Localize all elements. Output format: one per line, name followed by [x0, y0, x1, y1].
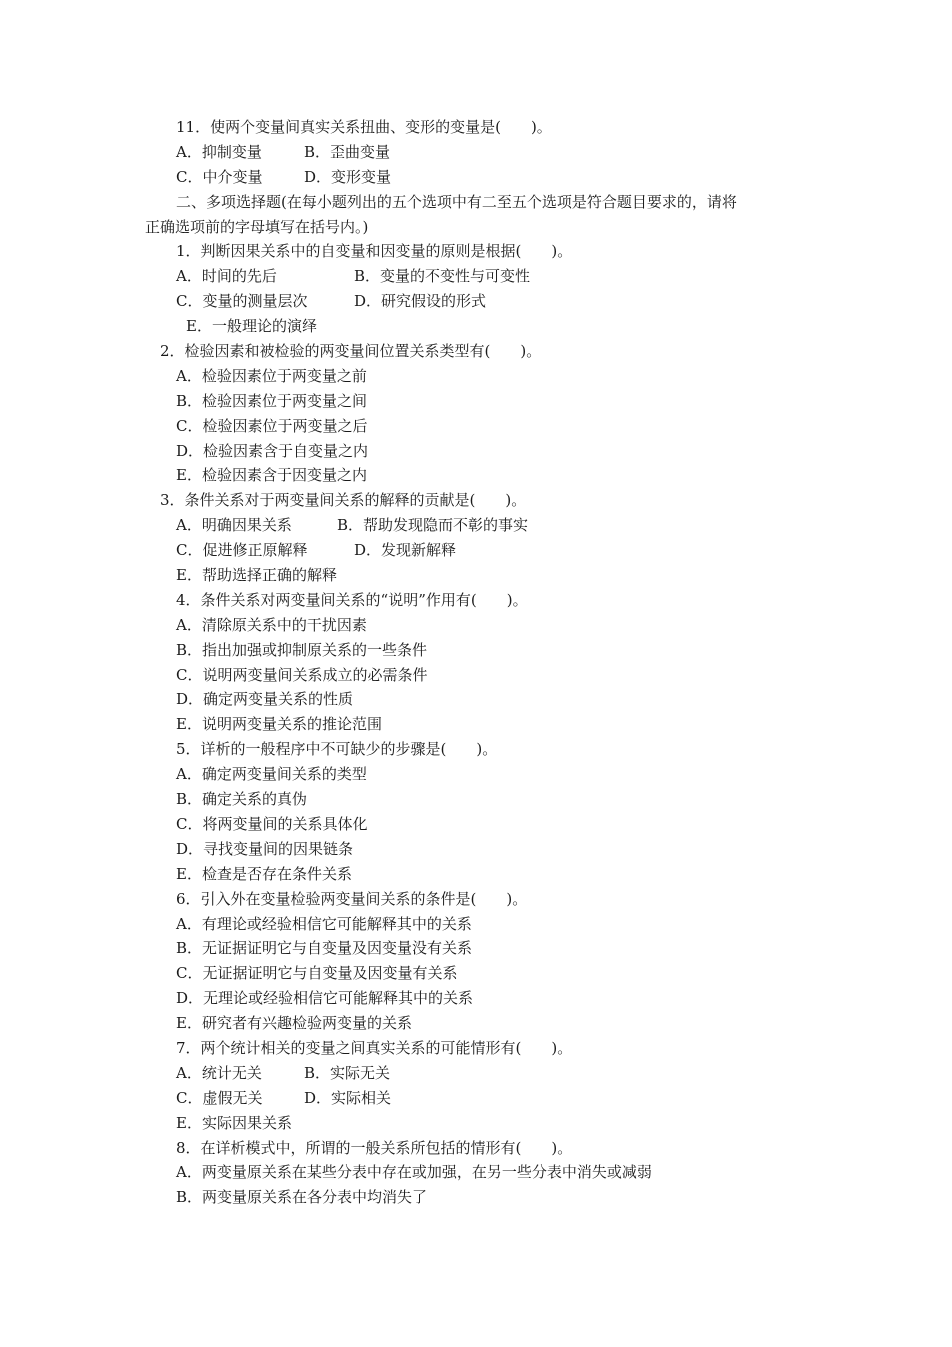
q6-option-c: C．无证据证明它与自变量及因变量有关系 [176, 964, 458, 983]
q6-option-b: B．无证据证明它与自变量及因变量没有关系 [176, 939, 473, 958]
question-7-options-ab [0, 1061, 952, 1086]
q6-option-e: E．研究者有兴趣检验两变量的关系 [176, 1014, 412, 1033]
q3-option-c: C．促进修正原解释 [176, 541, 308, 560]
section-2-heading: 二、多项选择题(在每小题列出的五个选项中有二至五个选项是符合题目要求的，请将 [176, 192, 737, 211]
q2-option-d: D．检验因素含于自变量之内 [176, 441, 369, 460]
q6-option-d: D．无理论或经验相信它可能解释其中的关系 [176, 989, 474, 1008]
q1-option-e: E．一般理论的演绎 [186, 317, 317, 336]
q11-option-a: A．抑制变量 [176, 142, 262, 161]
q5-option-c: C．将两变量间的关系具体化 [176, 814, 368, 833]
question-4-stem: 4．条件关系对两变量间关系的“说明”作用有( )。 [176, 590, 528, 609]
question-5-stem: 5．详析的一般程序中不可缺少的步骤是( )。 [176, 740, 498, 759]
question-3-options-ab [0, 513, 952, 538]
q1-option-d: D．研究假设的形式 [354, 292, 487, 311]
q4-option-c: C．说明两变量间关系成立的必需条件 [176, 665, 428, 684]
q1-option-a: A．时间的先后 [176, 267, 277, 286]
q4-option-d: D．确定两变量关系的性质 [176, 690, 354, 709]
question-1-stem: 1．判断因果关系中的自变量和因变量的原则是根据( )。 [176, 242, 573, 261]
document-page [0, 115, 952, 1210]
q3-option-d: D．发现新解释 [354, 541, 457, 560]
q5-option-e: E．检查是否存在条件关系 [176, 864, 352, 883]
q11-option-d: D．变形变量 [304, 167, 392, 186]
q7-option-d: D．实际相关 [304, 1088, 392, 1107]
question-11-options-ab [0, 140, 952, 165]
q7-option-a: A．统计无关 [176, 1063, 262, 1082]
q5-option-b: B．确定关系的真伪 [176, 790, 308, 809]
question-3-stem: 3．条件关系对于两变量间关系的解释的贡献是( )。 [160, 491, 527, 510]
q3-option-e: E．帮助选择正确的解释 [176, 566, 337, 585]
question-1-options-ab [0, 264, 952, 289]
q2-option-a: A．检验因素位于两变量之前 [176, 366, 367, 385]
q2-option-c: C．检验因素位于两变量之后 [176, 416, 368, 435]
question-1-options-cd [0, 289, 952, 314]
q7-option-e: E．实际因果关系 [176, 1113, 292, 1132]
question-6-stem: 6．引入外在变量检验两变量间关系的条件是( )。 [176, 889, 528, 908]
q2-option-e: E．检验因素含于因变量之内 [176, 466, 367, 485]
q7-option-b: B．实际无关 [304, 1063, 391, 1082]
q8-option-b: B．两变量原关系在各分表中均消失了 [176, 1188, 428, 1207]
q7-option-c: C．虚假无关 [176, 1088, 263, 1107]
question-3-options-cd [0, 538, 952, 563]
q11-option-b: B．歪曲变量 [304, 142, 391, 161]
question-7-stem: 7．两个统计相关的变量之间真实关系的可能情形有( )。 [176, 1038, 573, 1057]
question-7-options-cd [0, 1086, 952, 1111]
q1-option-c: C．变量的测量层次 [176, 292, 308, 311]
question-2-stem: 2．检验因素和被检验的两变量间位置关系类型有( )。 [160, 342, 542, 361]
q2-option-b: B．检验因素位于两变量之间 [176, 391, 368, 410]
question-11-options-cd [0, 165, 952, 190]
q3-option-a: A．明确因果关系 [176, 516, 292, 535]
q4-option-a: A．清除原关系中的干扰因素 [176, 615, 367, 634]
q4-option-b: B．指出加强或抑制原关系的一些条件 [176, 640, 428, 659]
q3-option-b: B．帮助发现隐而不彰的事实 [337, 516, 529, 535]
q8-option-a: A．两变量原关系在某些分表中存在或加强，在另一些分表中消失或减弱 [176, 1163, 652, 1182]
section-2-heading-cont: 正确选项前的字母填写在括号内。) [145, 217, 369, 236]
q11-option-c: C．中介变量 [176, 167, 263, 186]
question-8-stem: 8．在详析模式中，所谓的一般关系所包括的情形有( )。 [176, 1138, 573, 1157]
q5-option-d: D．寻找变量间的因果链条 [176, 839, 354, 858]
q6-option-a: A．有理论或经验相信它可能解释其中的关系 [176, 914, 472, 933]
question-11-stem: 11．使两个变量间真实关系扭曲、变形的变量是( )。 [176, 118, 552, 136]
q5-option-a: A．确定两变量间关系的类型 [176, 765, 367, 784]
q1-option-b: B．变量的不变性与可变性 [354, 267, 531, 286]
q4-option-e: E．说明两变量关系的推论范围 [176, 715, 382, 734]
